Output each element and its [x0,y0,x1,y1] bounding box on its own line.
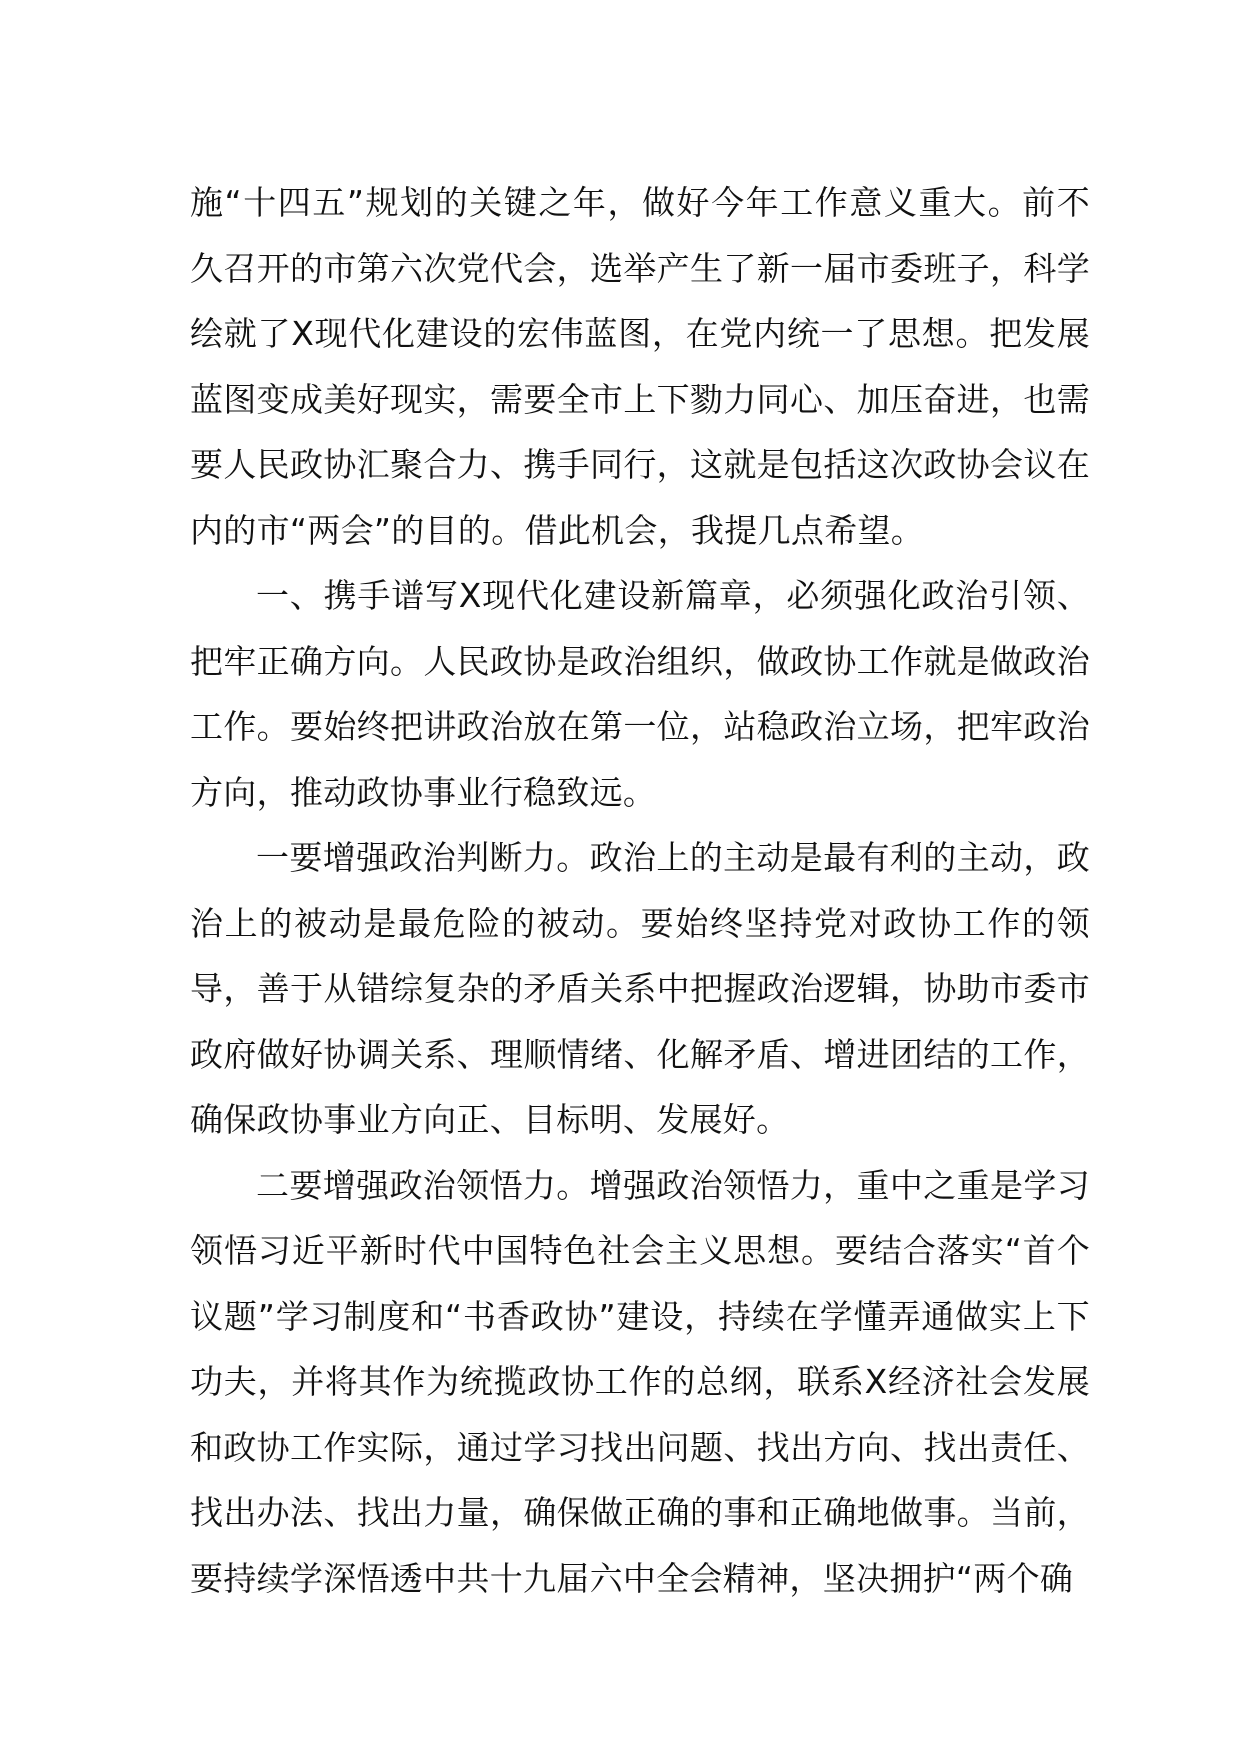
paragraph-1: 施“十四五”规划的关键之年，做好今年工作意义重大。前不久召开的市第六次党代会，选举产生了新一届市委班子，科学绘就了X现代化建设的宏伟蓝图，在党内统一了思想。把发展蓝图变成美好现实，需要全市上下勠力同心、加压奋进，也需要人民政协汇聚合力、携手同行，这就是包括这次政协会议在内的市“两会”的目的。借此机会，我提几点希望。 [190,183,1090,550]
paragraph-3: 一要增强政治判断力。政治上的主动是最有利的主动，政治上的被动是最危险的被动。要始终坚持党对政协工作的领导，善于从错综复杂的矛盾关系中把握政治逻辑，协助市委市政府做好协调关系、理顺情绪、化解矛盾、增进团结的工作，确保政协事业方向正、目标明、发展好。 [190,838,1090,1139]
paragraph-4: 二要增强政治领悟力。增强政治领悟力，重中之重是学习领悟习近平新时代中国特色社会主义思想。要结合落实“首个议题”学习制度和“书香政协”建设，持续在学懂弄通做实上下功夫，并将其作为统揽政协工作的总纲，联系X经济社会发展和政协工作实际，通过学习找出问题、找出方向、找出责任、找出办法、找出力量，确保做正确的事和正确地做事。当前，要持续学深悟透中共十九届六中全会精神，坚决拥护“两个确 [190,1165,1090,1598]
document-body [190,170,1090,1611]
paragraph-2: 一、携手谱写X现代化建设新篇章，必须强化政治引领、把牢正确方向。人民政协是政治组织，做政协工作就是做政治工作。要始终把讲政治放在第一位，站稳政治立场，把牢政治方向，推动政协事业行稳致远。 [190,576,1090,812]
